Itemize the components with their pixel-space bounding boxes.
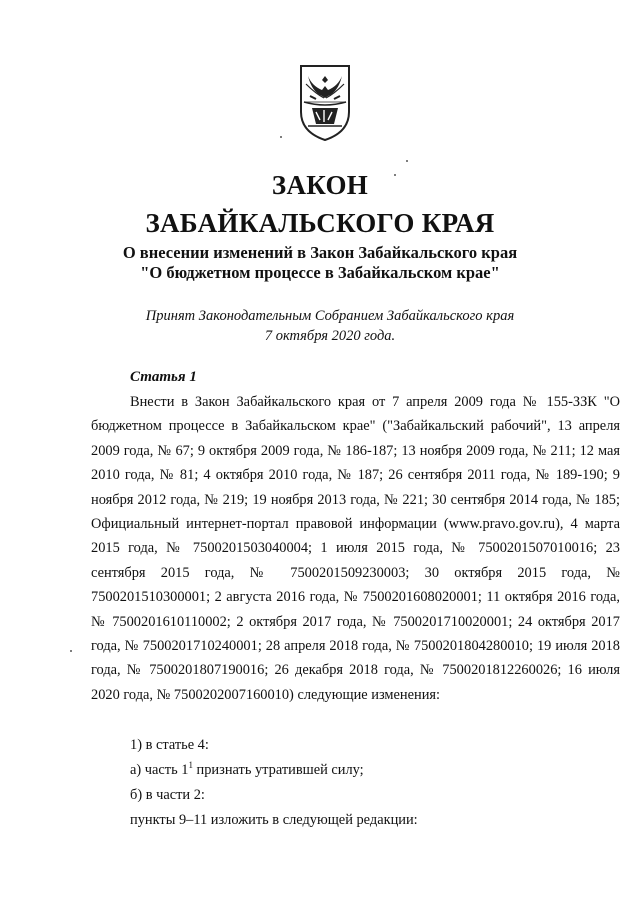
- document-subtitle-line2: "О бюджетном процессе в Забайкальском крае": [140, 263, 500, 282]
- article-heading: Статья 1: [130, 369, 197, 385]
- amendment-item: б) в части 2:: [130, 787, 205, 803]
- article-paragraph: Внести в Закон Забайкальского края от 7 апреля 2009 года № 155-ЗЗК "О бюджетном процессе в Забайкальском крае" ("Забайкальский рабочий", 13 апреля 2009 года, № 67; 9 октября 2009 года, № 186-187; 13 ноября 2009 года, № 211; 12 мая 2010 года, № 81; 4 октября 2010 года, № 187; 26 сентября 2011 года, № 189-190; 9 ноября 2012 года, № 219; 19 ноября 2013 года, № 221; 30 сентября 2014 года, № 185; Официальный интернет-портал правовой информации (www.pravo.gov.ru), 4 марта 2015 года, № 7500201503040004; 1 июля 2015 года, № 7500201507010016; 23 сентября 2015 года, № 7500201509230003; 30 октября 2015 года, № 7500201510300001; 2 августа 2016 года, № 7500201608020001; 11 октября 2016 года, № 7500201610110002; 2 октября 2017 года, № 7500201710020001; 24 октября 2017 года, № 7500201710240001; 28 апреля 2018 года, № 7500201804280010; 19 июля 2018 года, № 7500201807190016; 26 декабря 2018 года, № 7500201812260026; 16 июля 2020 года, № 7500202007160010) следующие изменения:: [91, 394, 620, 703]
- coat-of-arms-emblem: [298, 62, 352, 142]
- amendment-item-text: а) часть 1: [130, 762, 189, 778]
- amendment-item: пункты 9–11 изложить в следующей редакции:: [130, 812, 418, 828]
- adoption-date: 7 октября 2020 года.: [264, 328, 396, 344]
- scan-speck: [406, 160, 408, 162]
- scan-speck: [70, 650, 72, 652]
- article-body: [91, 390, 620, 707]
- adoption-note: Принят Законодательным Собранием Забайкальского края: [145, 308, 515, 324]
- document-title-region: ЗАБАЙКАЛЬСКОГО КРАЯ: [145, 208, 495, 238]
- document-title: ЗАКОН: [271, 170, 369, 200]
- amendment-item-text: признать утратившей силу;: [192, 762, 364, 778]
- scan-speck: [394, 174, 396, 176]
- document-subtitle-line1: О внесении изменений в Закон Забайкальского края: [122, 243, 518, 262]
- scan-speck: [280, 136, 282, 138]
- amendment-item: 1) в статье 4:: [130, 737, 209, 753]
- amendment-item: [130, 758, 364, 782]
- superscript-index: 1: [188, 760, 193, 771]
